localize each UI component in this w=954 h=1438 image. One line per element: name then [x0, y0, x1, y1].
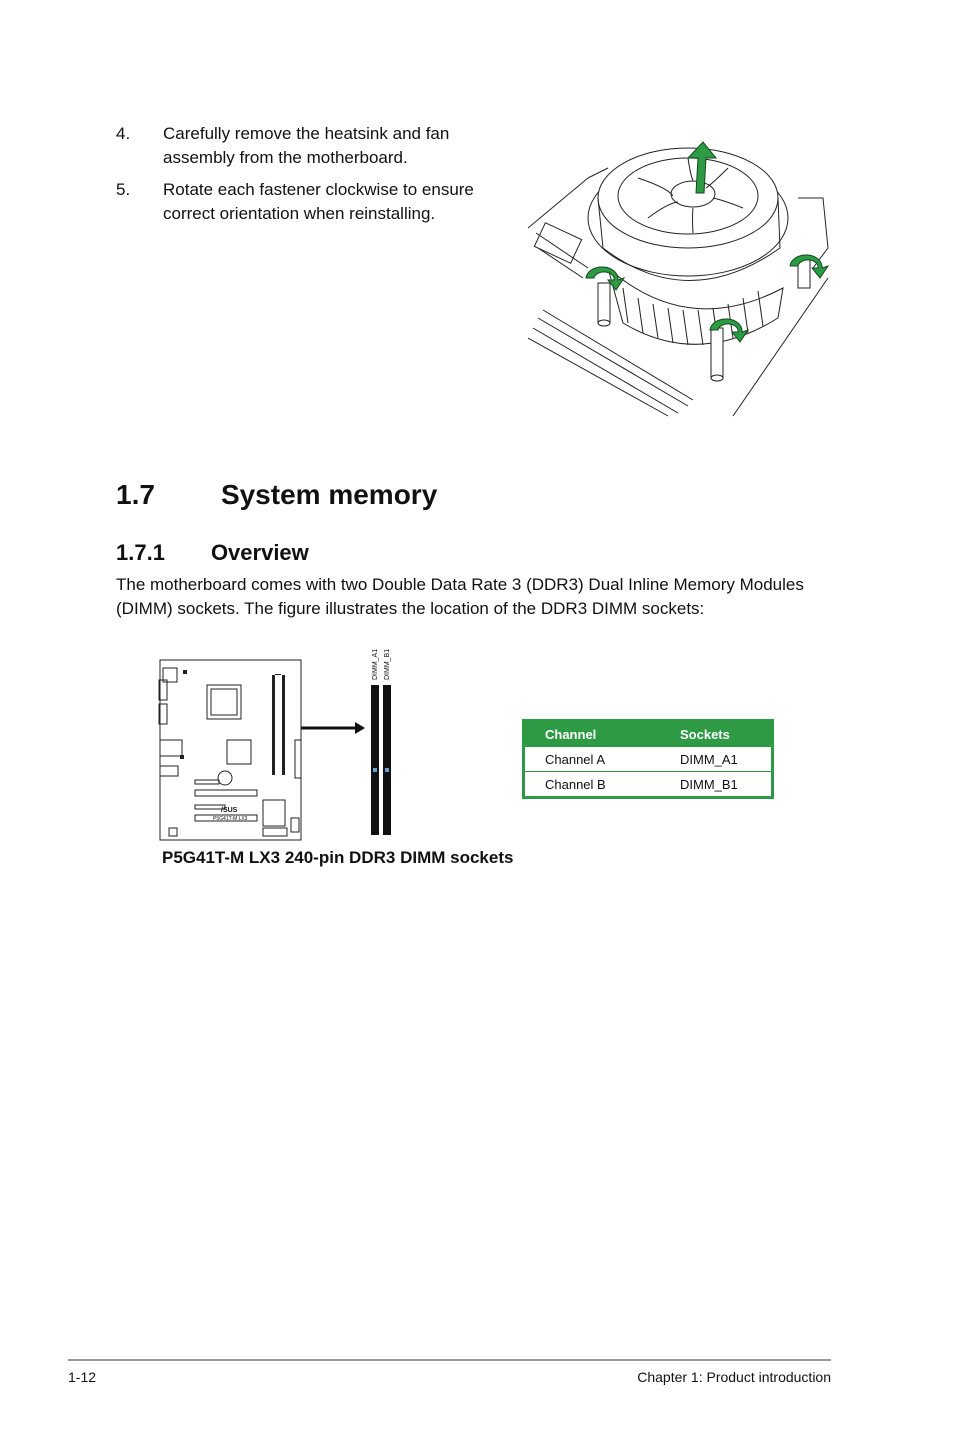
- dimm-slot-a1: [371, 685, 379, 835]
- step-text: Rotate each fastener clockwise to ensure correct orientation when reinstalling.: [163, 180, 474, 223]
- table-cell: DIMM_A1: [660, 747, 773, 772]
- overview-paragraph: The motherboard comes with two Double Data Rate 3 (DDR3) Dual Inline Memory Modules (DIMM) sockets. The figure illustrates the location of the DDR3 DIMM sockets:: [116, 575, 804, 618]
- figure-caption: P5G41T-M LX3 240-pin DDR3 DIMM sockets: [162, 848, 514, 867]
- chapter-title: Chapter 1: Product introduction: [637, 1369, 831, 1385]
- step-4: [116, 122, 493, 170]
- subsection-number: 1.7.1: [116, 540, 165, 565]
- subsection-title: Overview: [210, 540, 309, 565]
- table-row: [524, 747, 773, 772]
- motherboard-diagram: [155, 640, 405, 845]
- section-title: System memory: [220, 479, 438, 510]
- dimm-slots: [371, 685, 391, 835]
- section-heading: [116, 479, 437, 511]
- table-cell: Channel A: [524, 747, 661, 772]
- column-header: Sockets: [660, 721, 773, 747]
- board-label: P5G41T-M LX3: [213, 816, 248, 822]
- step-number: 4.: [116, 124, 131, 143]
- section-number: 1.7: [116, 479, 155, 510]
- board-logo: /SUS: [221, 807, 238, 814]
- channel-table: [522, 719, 774, 799]
- table-cell: Channel B: [524, 772, 661, 798]
- footer-rule: [68, 1359, 831, 1361]
- table-cell: DIMM_B1: [660, 772, 773, 798]
- subsection-heading: [116, 540, 309, 566]
- heatsink-removal-illustration: [528, 138, 838, 418]
- table-row: [524, 772, 773, 798]
- table-header-row: [524, 721, 773, 747]
- step-5: [116, 178, 493, 226]
- dimm-a1-label: DIMM_A1: [372, 648, 379, 680]
- page-number: 1-12: [68, 1369, 97, 1385]
- step-number: 5.: [116, 180, 131, 199]
- dimm-b1-label: DIMM_B1: [384, 648, 391, 680]
- column-header: Channel: [524, 721, 661, 747]
- step-text: Carefully remove the heatsink and fan assembly from the motherboard.: [163, 124, 450, 167]
- dimm-slot-b1: [383, 685, 391, 835]
